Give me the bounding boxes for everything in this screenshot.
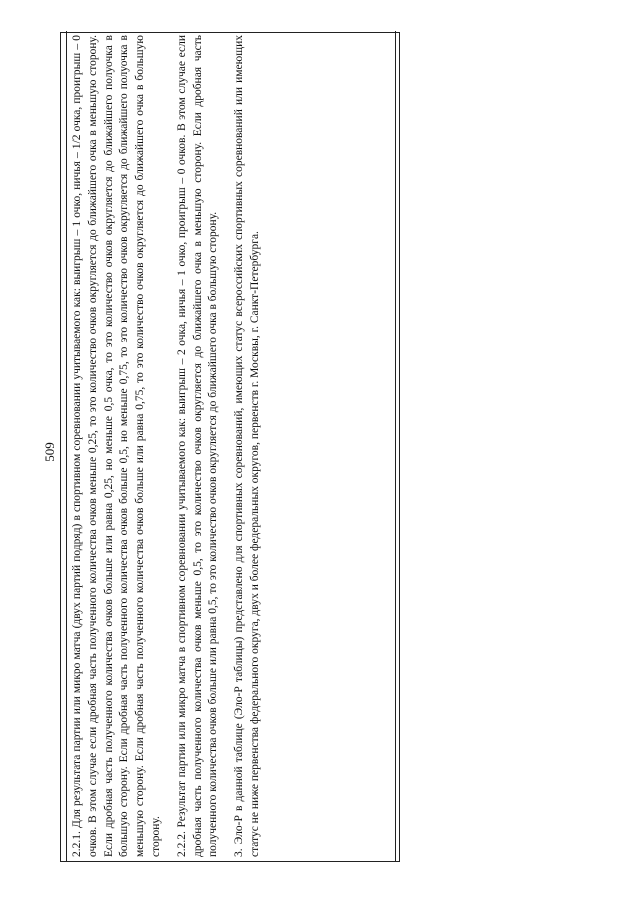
table-content-cell xyxy=(67,31,395,861)
table-inner-border xyxy=(395,31,396,861)
document-table xyxy=(60,32,400,862)
paragraph-2-2-1: 2.2.1. Для результата партии или микро матча (двух партий подряд) в спортивном соревновании учитываемого как: выигрыш – 1 очко, ничья – 1/2 очка, проигрыш – 0 очков. В этом случае если дробная часть полученного количества очков меньше 0,25, то это количество очков округляется до ближайшего очка в меньшую сторону. Если дробная часть полученного количества очков больше или равна 0,25, но меньше 0,5 очка, то это количество очков округляется до ближайшего полуочка в большую сторону. Если дробная часть полученного количества очков больше 0,5, но меньше 0,75, то это количество очков округляется до ближайшего полуочка в меньшую сторону. Если дробная часть полученного количества очков больше или равна 0,75, то это количество очков округляется до ближайшего очка в большую сторону. xyxy=(71,35,162,857)
page-number: 509 xyxy=(42,442,57,462)
paragraph-3: 3. Эло-Р в данной таблице (Эло-Р таблицы) представлено для спортивных соревнований, имеющих статус всероссийских спортивных соревнований или имеющих статус не ниже первенства федерального округа, двух и более федеральных округов, первенств г. Москвы, г. Санкт-Петербурга. xyxy=(233,35,261,857)
paragraph-2-2-2: 2.2.2. Результат партии или микро матча в спортивном соревновании учитываемого как: выигрыш – 2 очка, ничья – 1 очко, проигрыш – 0 очков. В этом случае если дробная часть полученного количества очков меньше 0,5, то это количество очков округляется до ближайшего очка в меньшую сторону. Если дробная часть полученного количества очков больше или равна 0,5, то это количество очков округляется до ближайшего очка в большую сторону. xyxy=(175,35,220,857)
